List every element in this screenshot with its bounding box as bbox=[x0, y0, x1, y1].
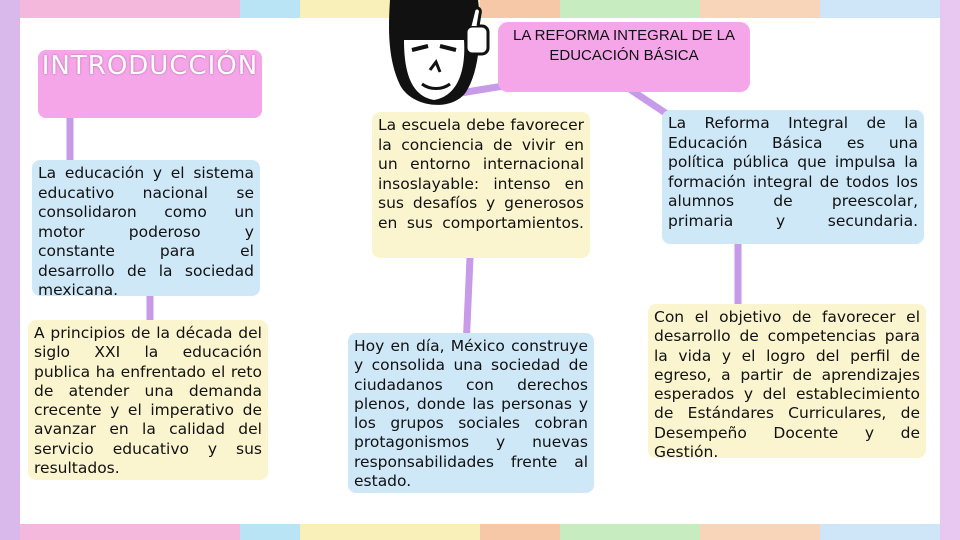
box-reform-definition: La Reforma Integral de la Educación Básica es una política pública que impulsa la formación integral de todos los alumnos de preescolar, primaria y secundaria. bbox=[662, 110, 924, 244]
box-decade-challenge: A principios de la década del siglo XXI la educación publica ha enfrentado el reto de atender una demanda crecente y el imperativo de avanzar en la calidad del servicio educativo y sus resultados. bbox=[28, 320, 268, 480]
box-school-awareness: La escuela debe favorecer la conciencia de vivir en un entorno internacional insoslayable: intenso en sus desafíos y generosos en sus comportamientos. bbox=[372, 112, 590, 258]
diagram-title: LA REFORMA INTEGRAL DE LA EDUCACIÓN BÁSICA bbox=[498, 22, 750, 92]
thumbs-up-person-icon bbox=[370, 0, 500, 118]
box-education-development: La educación y el sistema educativo nacional se consolidaron como un motor poderoso y constante para el desarrollo de la sociedad mexicana. bbox=[32, 160, 260, 296]
box-reform-objective: Con el objetivo de favorecer el desarrollo de competencias para la vida y el logro del perfil de egreso, a partir de aprendizajes esperados y del establecimiento de Estándares Curriculares, de Desempeño Docente y de Gestión. bbox=[648, 304, 926, 458]
box-mexico-society: Hoy en día, México construye y consolida una sociedad de ciudadanos con derechos plenos, donde las personas y los grupos sociales cobran protagonismos y nuevas responsabilidades frente al estado. bbox=[348, 333, 594, 493]
intro-heading: INTRODUCCIÓN bbox=[38, 50, 262, 118]
